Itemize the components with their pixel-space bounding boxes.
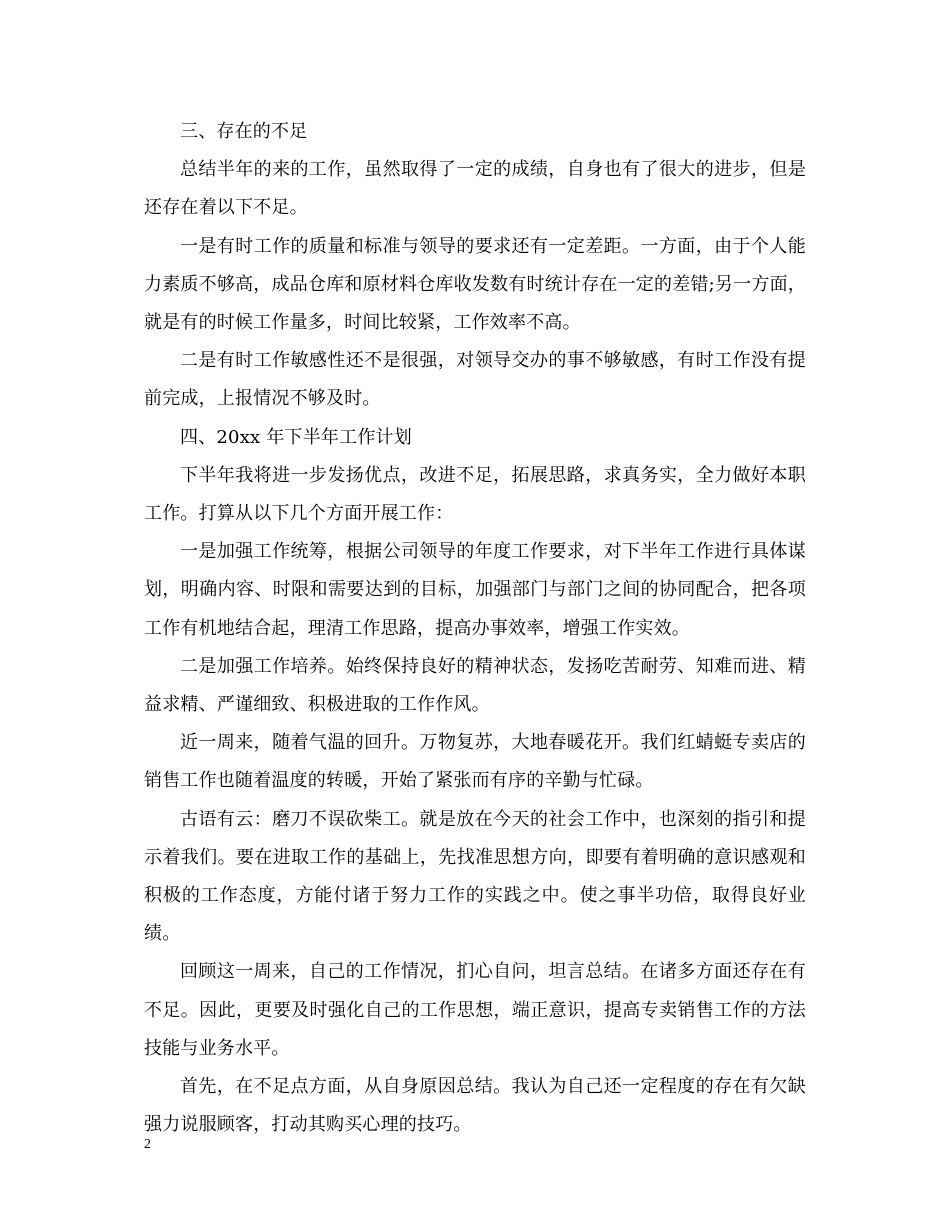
paragraph: 总结半年的来的工作，虽然取得了一定的成绩，自身也有了很大的进步，但是还存在着以下不足。 [144,159,806,219]
document-body [144,113,806,1144]
paragraph: 回顾这一周来，自己的工作情况，扪心自问，坦言总结。在诸多方面还存在有不足。因此，更要及时强化自己的工作思想，端正意识，提高专卖销售工作的方法技能与业务水平。 [144,961,806,1059]
paragraph: 一是有时工作的质量和标准与领导的要求还有一定差距。一方面，由于个人能力素质不够高，成品仓库和原材料仓库收发数有时统计存在一定的差错;另一方面，就是有的时候工作量多，时间比较紧，工作效率不高。 [144,235,806,334]
paragraph: 下半年我将进一步发扬优点，改进不足，拓展思路，求真务实，全力做好本职工作。打算从以下几个方面开展工作： [144,464,806,525]
paragraph: 二是有时工作敏感性还不是很强，对领导交办的事不够敏感，有时工作没有提前完成，上报情况不够及时。 [144,350,806,410]
section-heading-shortcomings: 三、存在的不足 [180,121,308,142]
paragraph: 古语有云：磨刀不误砍柴工。就是放在今天的社会工作中，也深刻的指引和提示着我们。要在进取工作的基础上，先找准思想方向，即要有着明确的意识感观和积极的工作态度，方能付诸于努力工作的实践之中。使之事半功倍，取得良好业绩。 [144,808,806,945]
paragraph: 一是加强工作统筹，根据公司领导的年度工作要求，对下半年工作进行具体谋划，明确内容、时限和需要达到的目标，加强部门与部门之间的协同配合，把各项工作有机地结合起，理清工作思路，提高办事效率，增强工作实效。 [144,541,806,639]
paragraph: 首先，在不足点方面，从自身原因总结。我认为自己还一定程度的存在有欠缺强力说服顾客，打动其购买心理的技巧。 [144,1076,806,1136]
paragraph: 近一周来，随着气温的回升。万物复苏，大地春暖花开。我们红蜻蜓专卖店的销售工作也随着温度的转暖，开始了紧张而有序的辛勤与忙碌。 [144,732,806,792]
page-number: 2 [144,1137,151,1152]
section-heading-plan: 四、20xx 年下半年工作计划 [180,426,412,448]
paragraph: 二是加强工作培养。始终保持良好的精神状态，发扬吃苦耐劳、知难而进、精益求精、严谨细致、积极进取的工作作风。 [144,655,806,716]
